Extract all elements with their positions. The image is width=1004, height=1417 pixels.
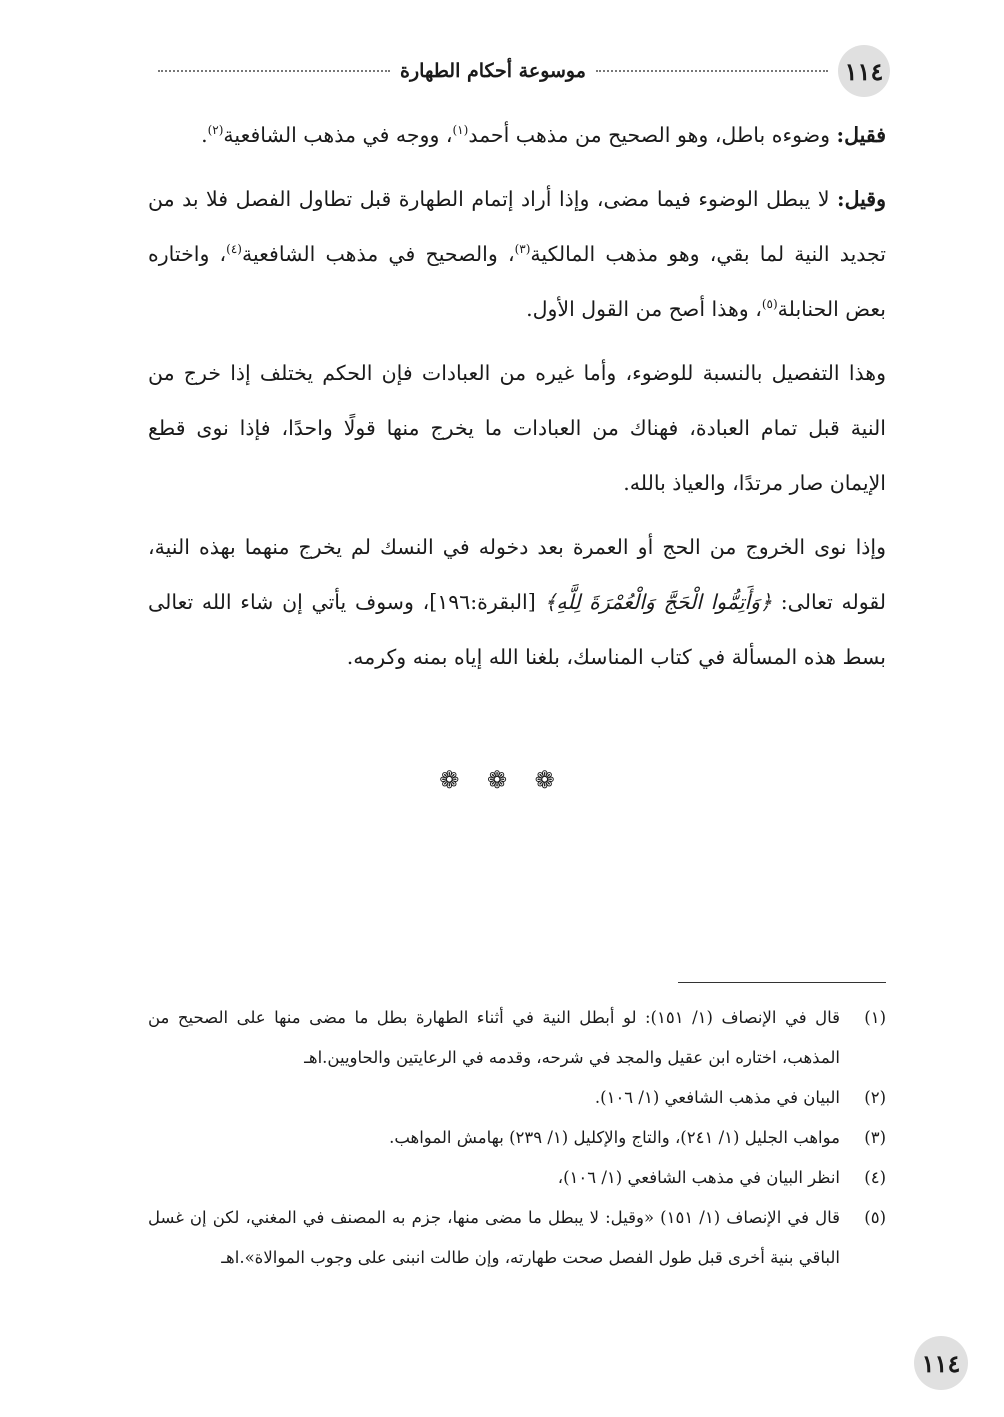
text-run: لا يبطل الوضوء فيما مضى، وإذا أراد إتمام الطهارة قبل تطاول الفصل فلا بد من تجديد النية لما بقي، وهو مذهب المالكية — [148, 187, 886, 266]
text-run: [البقرة:١٩٦]، وسوف يأتي إن شاء الله تعالى بسط هذه المسألة في كتاب المناسك، بلغنا الله إياه بمنه وكرمه. — [148, 590, 886, 669]
footnote-number: (٢) — [864, 1088, 886, 1107]
paragraph — [148, 108, 886, 163]
footnote-number: (٤) — [864, 1168, 886, 1187]
paragraph — [148, 520, 886, 685]
header-dotted-rule-right — [596, 70, 828, 72]
footnote-ref[interactable]: (١) — [452, 123, 469, 138]
footnote-item — [148, 1198, 886, 1278]
footnote-text: قال في الإنصاف (١/ ١٥١) «وقيل: لا يبطل ما مضى منها، جزم به المصنف في المغني، لكن إن غسل الباقي بنية أخرى قبل طول الفصل صحت طهارته، وإن طالت انبنى على وجوب الموالاة».اهـ — [148, 1208, 840, 1267]
text-run: ، والصحيح في مذهب الشافعية — [241, 242, 515, 266]
paragraph-lead: وقيل: — [837, 187, 886, 211]
footnote-ref[interactable]: (٢) — [207, 123, 224, 138]
text-run: ، وهذا أصح من القول الأول. — [526, 297, 762, 321]
quran-verse: ﴿وَأَتِمُّوا الْحَجَّ وَالْعُمْرَةَ لِلَّهِ﴾ — [544, 590, 773, 614]
text-run: وضوءه باطل، وهو الصحيح من مذهب أحمد — [468, 123, 837, 147]
page-header — [148, 44, 890, 98]
footer-page-number: ١١٤ — [914, 1336, 968, 1390]
text-run: وهذا التفصيل بالنسبة للوضوء، وأما غيره من العبادات فإن الحكم يختلف إذا خرج من النية قبل تمام العبادة، فهناك من العبادات ما يخرج منها قولًا واحدًا، فإذا نوى قطع الإيمان صار مرتدًا، والعياذ بالله. — [148, 361, 886, 495]
header-dotted-rule-left — [158, 70, 390, 72]
footnote-ref[interactable]: (٥) — [761, 297, 778, 312]
footnote-number: (٣) — [864, 1128, 886, 1147]
footnote-text: انظر البيان في مذهب الشافعي (١/ ١٠٦)، — [557, 1168, 840, 1187]
footnote-item — [148, 1118, 886, 1158]
footnote-ref[interactable]: (٤) — [226, 242, 242, 257]
footnote-number: (٥) — [864, 1208, 886, 1227]
footnote-number: (١) — [864, 1008, 886, 1027]
text-run: . — [201, 123, 208, 147]
paragraph — [148, 172, 886, 337]
footnote-divider — [678, 982, 886, 983]
text-run: وإذا نوى الخروج من الحج أو العمرة بعد دخوله في النسك لم يخرج منهما بهذه النية، لقوله تعالى: — [148, 535, 886, 614]
footnote-item — [148, 1158, 886, 1198]
footnote-text: البيان في مذهب الشافعي (١/ ١٠٦). — [594, 1088, 840, 1107]
footnote-text: قال في الإنصاف (١/ ١٥١): لو أبطل النية في أثناء الطهارة بطل ما مضى منها على الصحيح من المذهب، اختاره ابن عقيل والمجد في شرحه، وقدمه في الرعايتين والحاويين.اهـ — [148, 1008, 841, 1067]
footnote-item — [148, 1078, 886, 1118]
text-run: ، واختاره بعض الحنابلة — [148, 242, 886, 321]
paragraph-lead: فقيل: — [836, 123, 886, 147]
text-run: ، ووجه في مذهب الشافعية — [223, 123, 453, 147]
main-text — [148, 108, 886, 694]
paragraph — [148, 346, 886, 511]
header-page-number: ١١٤ — [838, 45, 890, 97]
footnote-text: مواهب الجليل (١/ ٢٤١)، والتاج والإكليل (١/ ٢٣٩) بهامش المواهب. — [389, 1128, 840, 1147]
footnote-item — [148, 998, 886, 1078]
section-separator: ❁ ❁ ❁ — [439, 766, 565, 794]
book-title: موسوعة أحكام الطهارة — [400, 60, 586, 82]
footnotes — [148, 998, 886, 1278]
footnote-ref[interactable]: (٣) — [514, 242, 531, 257]
